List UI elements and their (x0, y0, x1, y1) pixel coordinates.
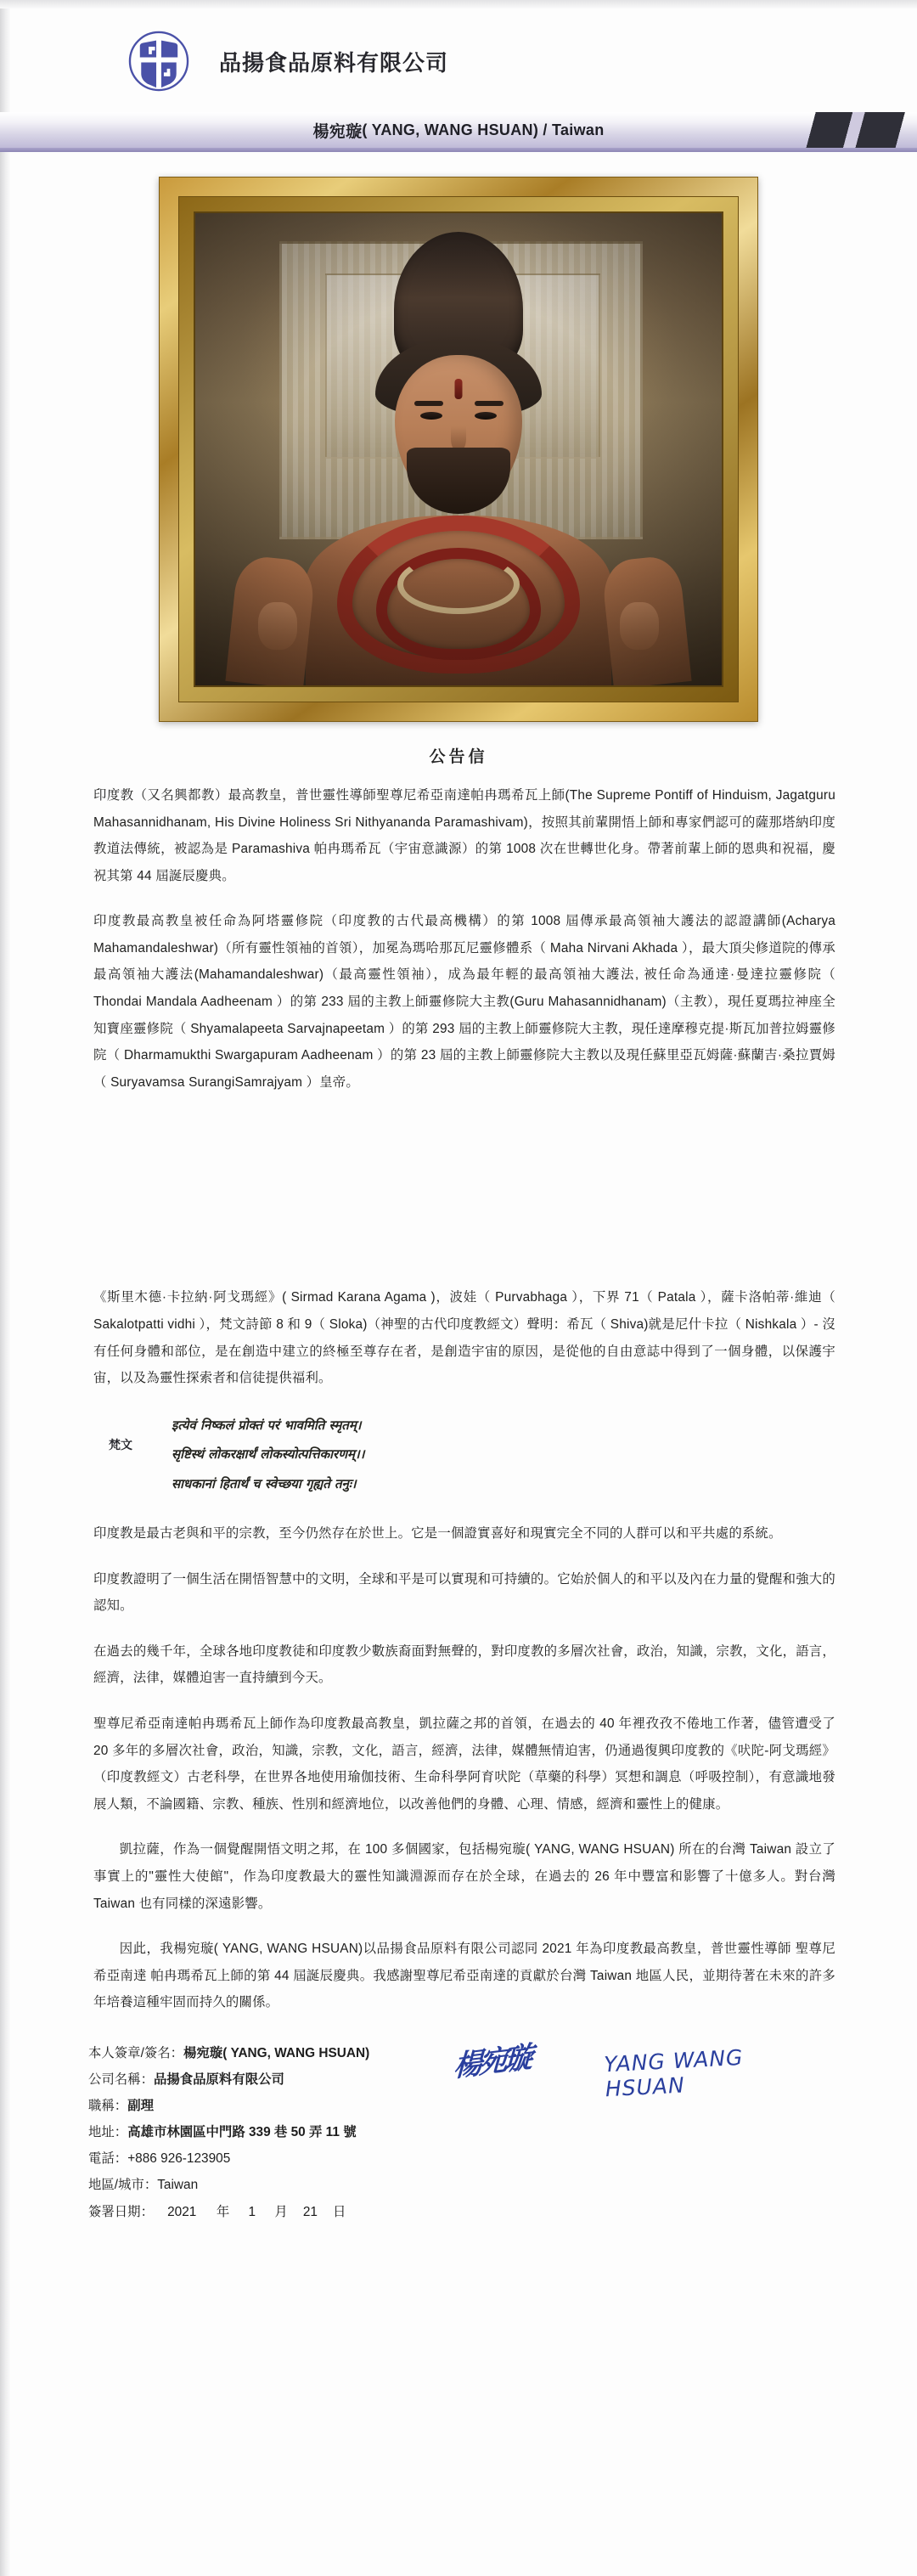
company-name: 品揚食品原料有限公司 (219, 49, 449, 76)
signature-label: 電話： (88, 2151, 128, 2167)
signature-row-phone (88, 2145, 917, 2172)
paragraph: 印度教最高教皇被任命為阿塔靈修院（印度教的古代最高機構）的第 1008 屆傳承最高領袖大護法的認證講師(Acharya Mahamandaleshwar)（所有靈性領袖的首領），加冕為瑪哈那瓦尼靈修體系（ Maha Nirvani Akhada ），最大頂尖修道院的傳承最高領袖大護法(Mahamandaleshwar)（最高靈性領袖），成為最年輕的最高領袖大護法, 被任命為通達·曼達拉靈修院（ Thondai Mandala Aadheenam ）的第 233 屆的主教上師靈修院大主教(Guru Mahasannidhanam)（主教），現任夏瑪拉神座全知寶座靈修院（ Shyamalapeeta Sarvajnapeetam ）的第 293 屆的主教上師靈修院大主教，現任達摩穆克提·斯瓦加普拉姆靈修院（ Dharmamukthi Swargapuram Aadheenam ）的第 23 屆的主教上師靈修院大主教以及現任蘇里亞瓦姆薩·蘇蘭吉·桑拉賈姆（ Suryavamsa SurangiSamrajyam ）皇帝。 (93, 914, 835, 1090)
portrait-photo (195, 213, 722, 685)
sanskrit-label: 梵文 (109, 1437, 132, 1451)
date-year-unit: 年 (216, 2204, 230, 2219)
paragraph: 《斯里木德·卡拉納·阿戈瑪經》( Sirmad Karana Agama )，波娃（ Purvabhaga ），下界 71（ Patala ），薩卡洛帕蒂·維迪（ Sakalotpatti vidhi ），梵文詩節 8 和 9（ Sloka)（神聖的古代印度教經文）聲明：希瓦（ Shiva)就是尼什卡拉（ Nishkala ）- 沒有任何身體和部位，是在創造中建立的終極至尊存在者，是創造宇宙的原因，是從他的自由意誌中得到了一個身體，以保護宇宙，以及為靈性探索者和信徒提供福利。 (93, 1290, 835, 1386)
signature-label: 地址： (88, 2125, 128, 2140)
signature-row-name (88, 2040, 917, 2066)
paragraph: 因此，我楊宛璇( YANG, WANG HSUAN)以品揚食品原料有限公司認同 2021 年為印度教最高教皇，普世靈性導師 聖尊尼希亞南達 帕冉瑪希瓦上師的第 44 屆誕辰慶典。我感謝聖尊尼希亞南達的貢獻於台灣 Taiwan 地區人民，並期待著在未來的許多年培養這種牢固而持久的關係。 (93, 1942, 835, 2010)
signature-value: 高雄市林園區中門路 339 巷 50 弄 11 號 (127, 2125, 357, 2140)
paragraph: 聖尊尼希亞南達帕冉瑪希瓦上師作為印度教最高教皇，凱拉薩之邦的首領，在過去的 40 年裡孜孜不倦地工作著，儘管遭受了 20 多年的多層次社會，政治，知識，宗教，文化，語言，經濟，法律，媒體無情迫害，仍通過復興印度教的《吠陀-阿戈瑪經》（印度教經文）古老科學，在世界各地使用瑜伽技術、生命科學阿育吠陀（草藥的科學）冥想和調息（呼吸控制），有意識地發展人類，不論國籍、宗教、種族、性別和經濟地位，以改善他們的身體、心理、情感，經濟和靈性上的健康。 (93, 1716, 835, 1812)
paragraph: 印度教（又名興都教）最高教皇，普世靈性導師聖尊尼希亞南達帕冉瑪希瓦上師(The Supreme Pontiff of Hinduism, Jagatguru Mahasannidhanam, His Divine Holiness Sri Nithyananda Paramashivam)，按照其前輩開悟上師和專家們認可的薩那塔納印度教道法傳統，被認為是 Paramashiva 帕冉瑪希瓦（宇宙意識源）的第 1008 次在世轉世化身。帶著前輩上師的恩典和祝福，慶祝其第 44 屆誕辰慶典。 (93, 788, 835, 883)
name-banner (0, 105, 917, 155)
document-header (0, 0, 917, 100)
date-month: 1 (248, 2204, 256, 2219)
banner-underline (0, 148, 917, 152)
banner-name-cjk: 楊宛璇 (312, 122, 363, 141)
signature-row-address (88, 2119, 917, 2145)
paragraph: 印度教證明了一個生活在開悟智慧中的文明，全球和平是可以實現和可持續的。它始於個人的和平以及內在力量的覺醒和強大的認知。 (93, 1571, 835, 1614)
sanskrit-line: साधकानां हितार्थं च स्वेच्छया गृह्यते तनुः। (172, 1475, 357, 1491)
date-month-unit: 月 (274, 2204, 288, 2219)
signature-value: 副理 (127, 2099, 154, 2114)
sanskrit-line: इत्येवं निष्कलं प्रोक्तं परं भावमिति स्मृतम्। (172, 1417, 362, 1433)
photo-vignette (195, 213, 722, 685)
date-day: 21 (302, 2204, 318, 2219)
signature-row-date (88, 2199, 917, 2225)
signature-handwriting-latin: YANG WANG HSUAN (603, 2044, 745, 2102)
signature-block (0, 2035, 917, 2276)
sanskrit-line: सृष्टिस्थं लोकरक्षार्थं लोकस्योत्पत्तिकारणम्।। (172, 1446, 365, 1463)
picture-frame (159, 177, 758, 722)
signature-row-title (88, 2093, 917, 2119)
company-emblem-icon (127, 30, 190, 93)
page-break-gap (93, 1114, 835, 1284)
signature-row-region (88, 2172, 917, 2198)
signature-label: 職稱： (88, 2099, 128, 2114)
signature-value: +886 926-123905 (127, 2151, 231, 2167)
date-label: 簽署日期： (88, 2204, 154, 2219)
paragraph: 印度教是最古老與和平的宗教，至今仍然存在於世上。它是一個證實喜好和現實完全不同的人群可以和平共處的系統。 (93, 1526, 782, 1542)
signature-value: 楊宛璇( YANG, WANG HSUAN) (183, 2045, 370, 2060)
sanskrit-lines (172, 1411, 364, 1499)
frame-inner (194, 211, 723, 687)
paragraph: 在過去的幾千年，全球各地印度教徒和印度教少數族裔面對無聲的，對印度教的多層次社會，政治，知識，宗教，文化，語言，經濟，法律，媒體迫害一直持續到今天。 (93, 1643, 835, 1686)
signature-value: Taiwan (157, 2178, 199, 2193)
banner-label (0, 112, 917, 148)
signature-label: 本人簽章/簽名： (88, 2045, 184, 2060)
signature-label: 地區/城市： (88, 2178, 158, 2193)
signature-row-company (88, 2066, 917, 2093)
signature-handwriting-cjk: 楊宛璇 (453, 2040, 531, 2084)
portrait-section (0, 177, 917, 722)
page-title: 公告信 (429, 748, 488, 766)
signature-value: 品揚食品原料有限公司 (153, 2072, 284, 2087)
date-year: 2021 (167, 2204, 197, 2219)
date-day-unit: 日 (332, 2204, 346, 2219)
document-body (0, 782, 917, 2016)
banner-name-latin: ( YANG, WANG HSUAN) / Taiwan (362, 121, 605, 138)
sanskrit-verse (93, 1411, 835, 1499)
paragraph: 凱拉薩，作為一個覺醒開悟文明之邦，在 100 多個國家，包括楊宛璇( YANG, WANG HSUAN) 所在的台灣 Taiwan 設立了事實上的"靈性大使館"，作為印度教最大的靈性知識淵源而存在於全球，在過去的 26 年中豐富和影響了十億多人。對台灣 Taiwan 也有同樣的深遠影響。 (93, 1842, 835, 1911)
signature-label: 公司名稱： (88, 2072, 154, 2087)
